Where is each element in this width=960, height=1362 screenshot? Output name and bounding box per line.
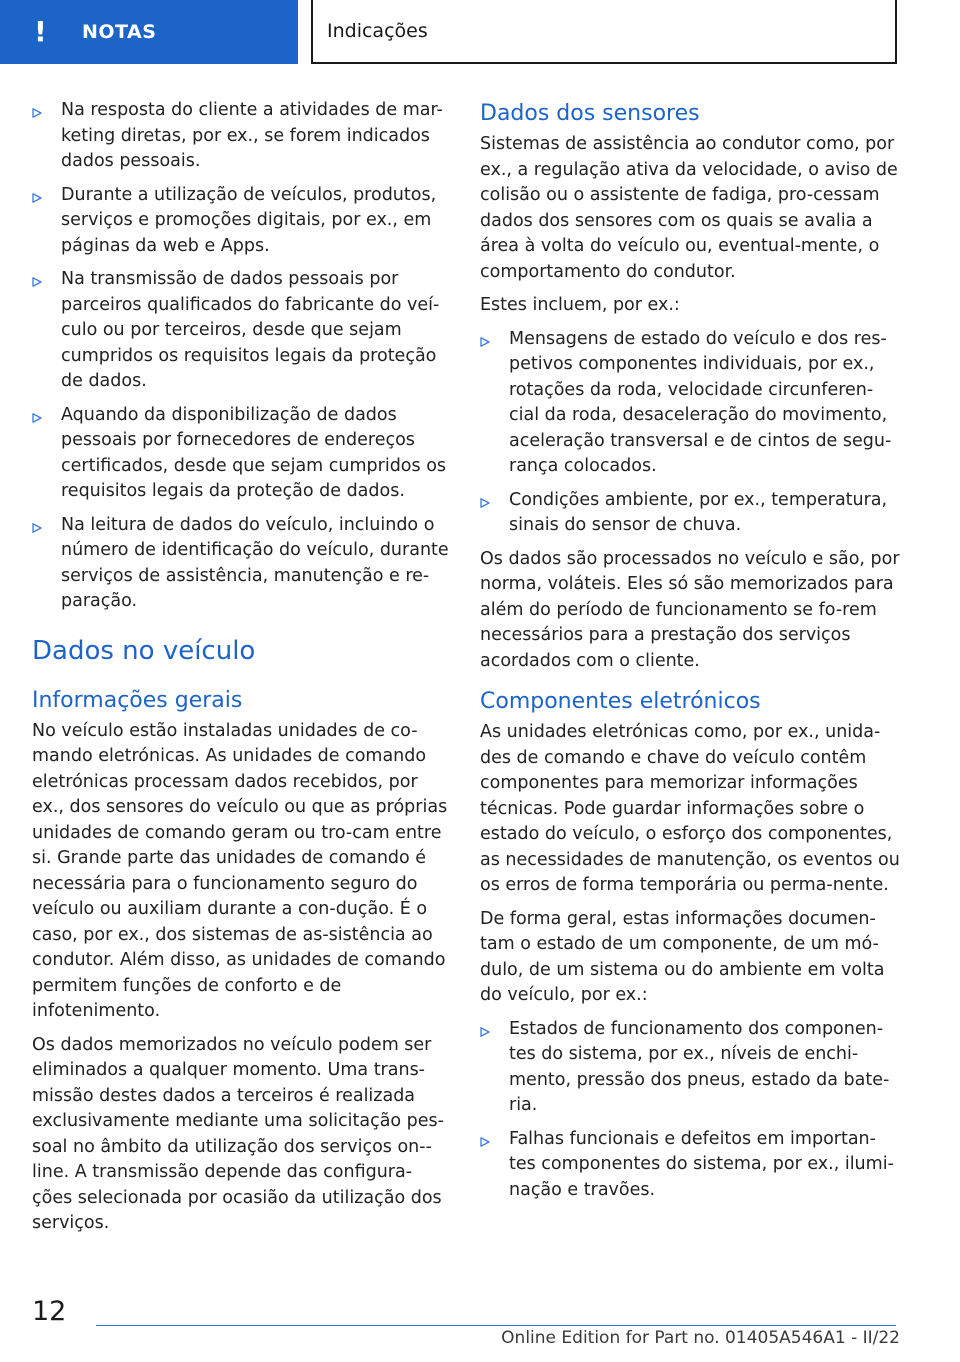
section-label: NOTAS — [82, 21, 157, 43]
bullet-list — [480, 327, 900, 539]
bullet-list — [32, 98, 450, 615]
page-number: 12 — [32, 1296, 67, 1327]
triangle-bullet-icon — [32, 108, 42, 118]
paragraph: Os dados são processados no veículo e são, por norma, voláteis. Eles só são memorizados para além do período de funcionamento se fo-rem necessários para a prestação dos serviços acordados com o cliente. — [480, 548, 900, 671]
list-item: Condições ambiente, por ex., temperatura, sinais do sensor de chuva. — [480, 488, 900, 539]
triangle-bullet-icon — [32, 193, 42, 203]
list-item: Aquando da disponibilização de dados pessoais por fornecedores de endereços certificados, desde que sejam cumpridos os requisitos legais da proteção de dados. — [32, 403, 450, 505]
triangle-bullet-icon — [32, 523, 42, 533]
paragraph: De forma geral, estas informações documen-tam o estado de um componente, de um mó-dulo, de um sistema ou do ambiente em volta do veículo, por ex.: — [480, 908, 885, 1005]
list-item: Durante a utilização de veículos, produtos, serviços e promoções digitais, por ex., em páginas da web e Apps. — [32, 183, 450, 260]
paragraph: Estes incluem, por ex.: — [480, 295, 680, 315]
list-item: Falhas funcionais e defeitos em importan-tes componentes do sistema, por ex., ilumi-nação e travões. — [480, 1127, 900, 1204]
heading-dados-dos-sensores: Dados dos sensores — [480, 101, 700, 126]
header-section-tab — [0, 0, 298, 64]
list-item: Mensagens de estado do veículo e dos res-petivos componentes individuais, por ex., rotações da roda, velocidade circunferen-cial da roda, desaceleração do movimento, aceleração transversal e de cintos de segu-rança colocados. — [480, 327, 900, 480]
heading-dados-no-veiculo: Dados no veículo — [32, 635, 256, 666]
edition-footer: Online Edition for Part no. 01405A546A1 - II/22 — [501, 1328, 900, 1348]
triangle-bullet-icon — [480, 337, 490, 347]
header-chapter-box — [311, 0, 897, 64]
list-item: Na leitura de dados do veículo, incluindo o número de identificação do veículo, durante serviços de assistência, manutenção e re-paração. — [32, 513, 450, 615]
triangle-bullet-icon — [480, 1137, 490, 1147]
triangle-bullet-icon — [480, 1027, 490, 1037]
heading-componentes-eletronicos: Componentes eletrónicos — [480, 689, 761, 714]
exclamation-icon: ! — [34, 15, 47, 48]
heading-informacoes-gerais: Informações gerais — [32, 687, 243, 713]
paragraph: Os dados memorizados no veículo podem ser eliminados a qualquer momento. Uma trans-missão destes dados a terceiros é realizada exclusivamente mediante uma solicitação pes-soal no âmbito da utilização dos serviços on--line. A transmissão depende das configura-ções selecionada por ocasião da utilização dos serviços. — [32, 1034, 444, 1233]
list-item: Na transmissão de dados pessoais por parceiros qualificados do fabricante do veí-culo ou por terceiros, desde que sejam cumpridos os requisitos legais da proteção de dados. — [32, 267, 450, 395]
bullet-list — [480, 1017, 900, 1204]
paragraph: As unidades eletrónicas como, por ex., unida-des de comando e chave do veículo contêm componentes para memorizar informações técnicas. Pode guardar informações sobre o estado do veículo, o esforço dos componentes, as necessidades de manutenção, os eventos ou os erros de forma temporária ou perma-nente. — [480, 722, 900, 895]
list-item: Na resposta do cliente a atividades de mar-keting diretas, por ex., se forem indicados dados pessoais. — [32, 98, 450, 175]
triangle-bullet-icon — [32, 277, 42, 287]
list-item: Estados de funcionamento dos componen-tes do sistema, por ex., níveis de enchi-mento, pressão dos pneus, estado da bate-ria. — [480, 1017, 900, 1119]
footer-divider — [96, 1325, 896, 1326]
right-column — [480, 98, 900, 1211]
triangle-bullet-icon — [480, 498, 490, 508]
paragraph: No veículo estão instaladas unidades de co-mando eletrónicas. As unidades de comando eletrónicas processam dados recebidos, por ex., dos sensores do veículo ou que as próprias unidades de comando geram ou tro-cam entre si. Grande parte das unidades de comando é necessária para o funcionamento seguro do veículo ou auxiliam durante a con-dução. É o caso, por ex., dos sistemas de as-sistência ao condutor. Além disso, as unidades de comando permitem funções de conforto e de infotenimento. — [32, 720, 448, 1021]
paragraph: Sistemas de assistência ao condutor como, por ex., a regulação ativa da velocidade, o aviso de colisão ou o assistente de fadiga, pro-cessam dados dos sensores com os quais se avalia a área à volta do veículo ou, eventual-mente, o comportamento do condutor. — [480, 134, 898, 282]
triangle-bullet-icon — [32, 413, 42, 423]
chapter-title: Indicações — [327, 20, 428, 42]
left-column — [32, 98, 450, 1245]
